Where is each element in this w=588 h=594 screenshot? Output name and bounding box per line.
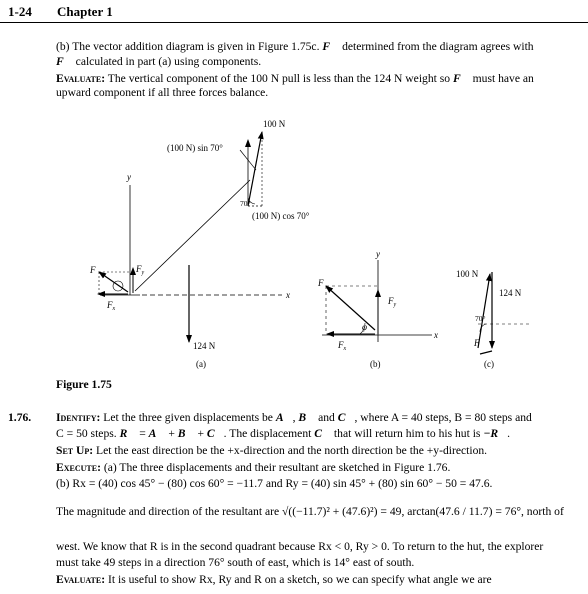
- figure-1-75: [0, 110, 588, 375]
- weight-label: 124 N: [193, 341, 216, 351]
- identify-text: Let the three given displacements be: [103, 411, 273, 424]
- evaluate-tail: must have an: [472, 72, 534, 85]
- svg-text:φ: φ: [362, 322, 367, 332]
- identify-line2: C = 50 steps. R⃗ = A⃗ + B⃗ + C⃗. The displacement C⃗ that will return him to his hut is −R⃗.: [56, 427, 511, 440]
- svg-text:100 N: 100 N: [456, 269, 479, 279]
- west-line: west. We know that R is in the second quadrant because Rx < 0, Ry > 0. To return to the hut, the explorer: [56, 540, 544, 553]
- evaluate-text-2: It is useful to show Rx, Ry and R on a sketch, so we can specify what angle we are: [108, 573, 492, 586]
- execute-label: Execute:: [56, 461, 101, 474]
- identify-label: Identify:: [56, 411, 101, 424]
- evaluate-label-2: Evaluate:: [56, 573, 106, 586]
- angle-70-label: 70°: [240, 199, 251, 208]
- svg-text:F: F: [474, 338, 480, 348]
- evaluate-label: Evaluate:: [56, 72, 106, 85]
- sin-label: (100 N) sin 70°: [167, 143, 223, 153]
- panel-c-label: (c): [484, 359, 494, 369]
- svg-text:F: F: [90, 265, 96, 275]
- steps-line: must take 49 steps in a direction 76° south of east, which is 14° east of south.: [56, 556, 415, 569]
- equation-b: (b) Rx = (40) cos 45° − (80) cos 60° = −11.7 and Ry = (40) sin 45° + (80) sin 60° − 50 = 47.6.: [56, 477, 493, 490]
- f-vector-b: [326, 286, 375, 330]
- vector-F: F⃗: [322, 40, 340, 53]
- vector-F: F⃗: [452, 72, 470, 85]
- svg-text:124 N: 124 N: [499, 288, 522, 298]
- svg-text:Fy: $F_y$: [388, 296, 397, 308]
- f-vector-small: [99, 272, 128, 292]
- magnitude-line: [56, 505, 564, 519]
- svg-text:x: x: [434, 330, 438, 340]
- evaluate-text: The vertical component of the 100 N pull is less than the 124 N weight so: [107, 72, 451, 85]
- svg-text:70°: 70°: [475, 314, 486, 323]
- axis-label-x: x: [286, 290, 290, 300]
- part-b-line1: [56, 40, 534, 54]
- setup-text: Let the east direction be the +x-direction and the north direction be the +y-direction.: [96, 444, 488, 457]
- part-b-text: (b) The vector addition diagram is given in Figure 1.75c.: [56, 40, 320, 53]
- magnitude-equation: √((−11.7)² + (47.6)²) = 49, arctan(47.6 / 11.7) = 76°, north of: [282, 505, 564, 518]
- part-b-text2: calculated in part (a) using components.: [75, 55, 262, 68]
- force-100-label: 100 N: [263, 119, 286, 129]
- vector-F: F⃗: [56, 55, 73, 68]
- c-100-vector: [478, 274, 490, 348]
- identify-line: Identify: Let the three given displacements be A⃗, B⃗ and C⃗, where A = 40 steps, B = 80 steps and: [56, 411, 532, 424]
- figure-caption: Figure 1.75: [56, 378, 112, 391]
- execute-line: [56, 461, 450, 475]
- evaluate-line: [56, 573, 492, 587]
- identify-text2: where A = 40 steps, B = 80 steps and: [360, 411, 532, 424]
- svg-text:y: y: [376, 249, 380, 259]
- svg-text:F: F: [318, 278, 324, 288]
- connector-line: [135, 180, 250, 291]
- setup-label: Set Up:: [56, 444, 94, 457]
- chapter-title: Chapter 1: [57, 4, 113, 19]
- cos-label: (100 N) cos 70°: [252, 211, 310, 221]
- evaluate-line1: [56, 72, 534, 86]
- panel-b-label: (b): [370, 359, 381, 369]
- execute-text: (a) The three displacements and their resultant are sketched in Figure 1.76.: [103, 461, 451, 474]
- problem-number: 1.76.: [8, 411, 32, 424]
- part-b-tail: determined from the diagram agrees with: [342, 40, 534, 53]
- part-b-line2: [56, 55, 261, 69]
- svg-text:Fy: $F_y$: [136, 264, 145, 276]
- svg-text:Fx: $F_x$: [338, 340, 347, 352]
- svg-text:Fx: $F_x$: [107, 300, 116, 312]
- page-number: 1-24: [8, 4, 32, 19]
- panel-a-label: (a): [196, 359, 206, 369]
- setup-line: [56, 444, 487, 458]
- header-rule: [0, 22, 588, 23]
- evaluate-line2: upward component if all three forces balance.: [56, 86, 269, 99]
- axis-label-y: y: [127, 172, 131, 182]
- magnitude-text: The magnitude and direction of the resultant are: [56, 505, 280, 518]
- c-F-vector: [480, 351, 492, 354]
